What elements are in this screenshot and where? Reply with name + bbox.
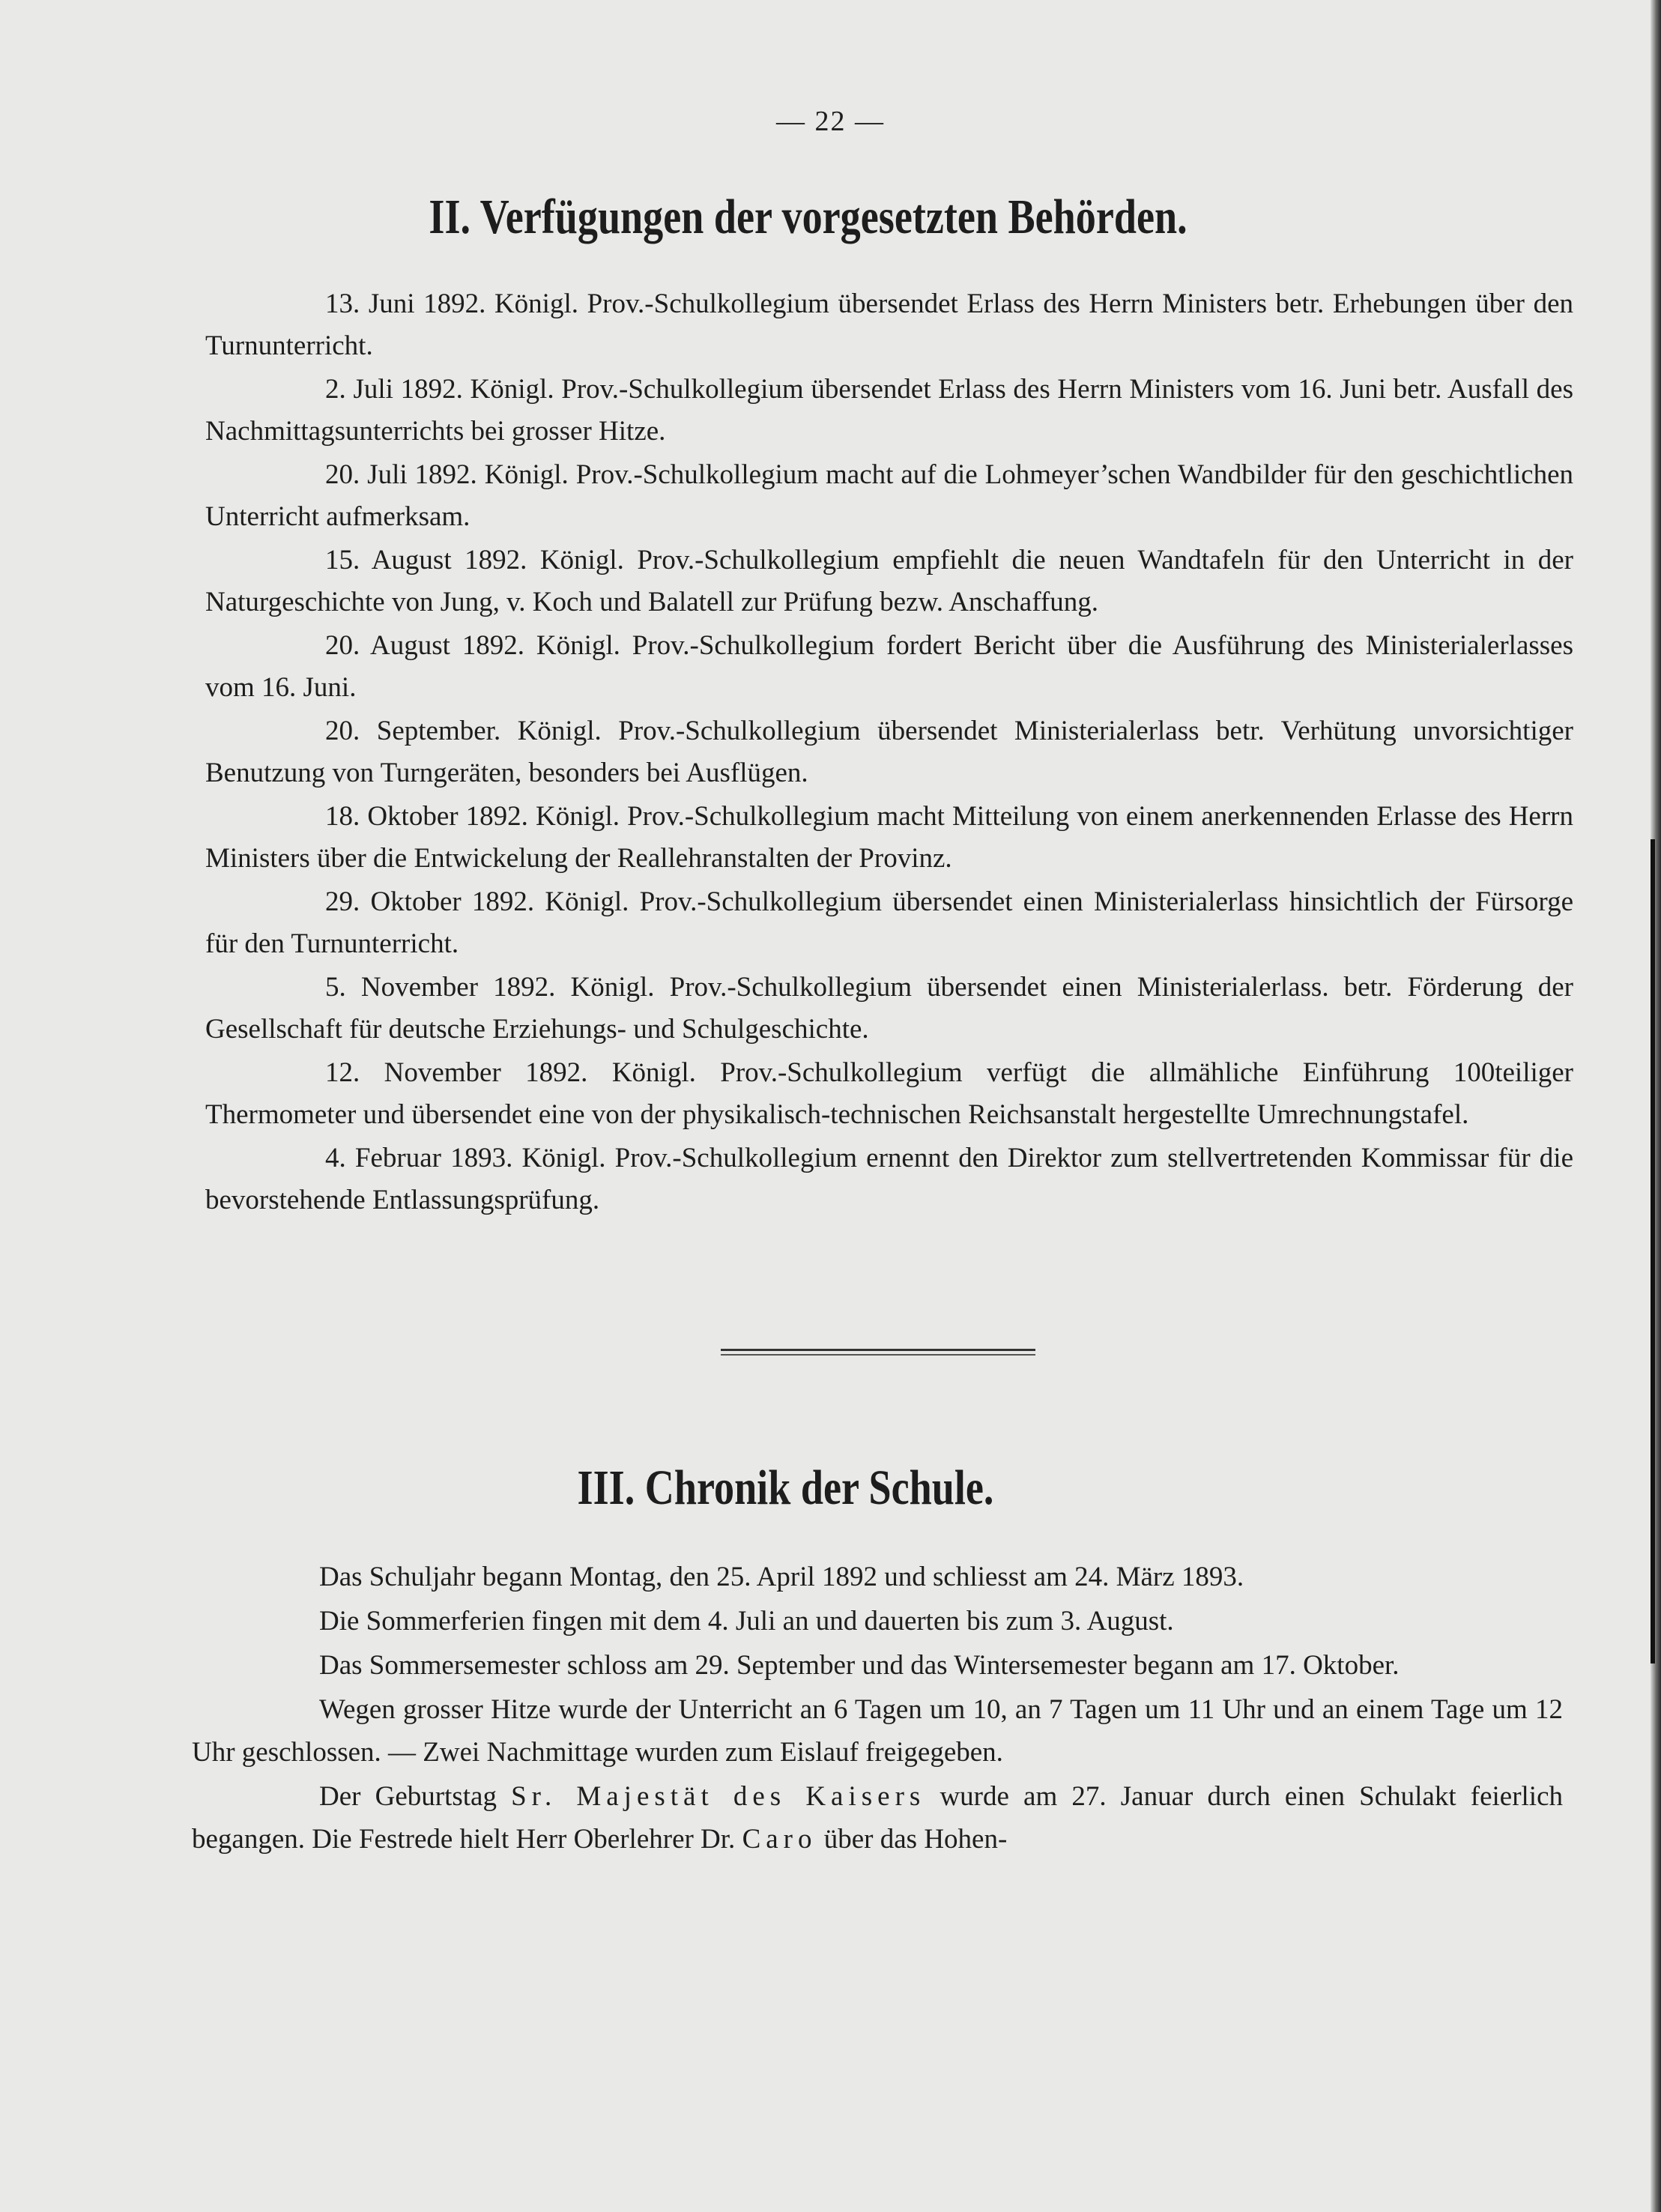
decree-entry: 15. August 1892. Königl. Prov.-Schulkollegium empfiehlt die neuen Wandtafeln für den Unterricht in der Naturgeschichte von Jung, v. Koch und Balatell zur Prüfung bezw. Anschaffung. [205, 545, 1573, 617]
decree-list [205, 283, 1573, 1223]
text-run: Der Geburtstag [319, 1781, 497, 1812]
decree-entry: 20. Juli 1892. Königl. Prov.-Schulkollegium macht auf die Lohmeyer’schen Wandbilder für den geschichtlichen Unterricht aufmerksam. [205, 459, 1573, 532]
emphasized-name: Caro [742, 1824, 817, 1855]
emphasized-text: Sr. Majestät des Kaisers [511, 1781, 926, 1812]
decree-entry: 12. November 1892. Königl. Prov.-Schulkollegium verfügt die allmähliche Einführung 100teiliger Thermometer und übersendet eine von der physikalisch-technischen Reichsanstalt hergestellte Umrechnungstafel. [205, 1057, 1573, 1130]
text-run: über das Hohen- [823, 1824, 1008, 1855]
chronik-text [192, 1556, 1563, 1862]
decree-entry: 29. Oktober 1892. Königl. Prov.-Schulkollegium übersendet einen Ministerialerlass hinsichtlich der Fürsorge für den Turnunterricht. [205, 886, 1573, 959]
decree-entry: 5. November 1892. Königl. Prov.-Schulkollegium übersendet einen Ministerialerlass. betr. Förderung der Gesellschaft für deutsche Erziehungs- und Schulgeschichte. [205, 972, 1573, 1045]
section-heading-chronik: III. Chronik der Schule. [577, 1460, 994, 1515]
chronik-paragraph: Wegen grosser Hitze wurde der Unterricht an 6 Tagen um 10, an 7 Tagen um 11 Uhr und an einem Tage um 12 Uhr geschlossen. — Zwei Nachmittage wurden zum Eislauf freigegeben. [192, 1694, 1563, 1768]
section-heading-verfuegungen: II. Verfügungen der vorgesetzten Behörden. [429, 190, 1187, 244]
section-divider-rule [721, 1349, 1035, 1356]
decree-entry: 4. Februar 1893. Königl. Prov.-Schulkollegium ernennt den Direktor zum stellvertretenden Kommissar für die bevorstehende Entlassungsprüfung. [205, 1143, 1573, 1215]
divider-line [721, 1349, 1035, 1351]
divider-line [721, 1354, 1035, 1356]
page-edge-dark-band [1651, 839, 1655, 1663]
decree-entry: 20. August 1892. Königl. Prov.-Schulkollegium fordert Bericht über die Ausführung des Ministerialerlasses vom 16. Juni. [205, 630, 1573, 703]
decree-entry: 2. Juli 1892. Königl. Prov.-Schulkollegium übersendet Erlass des Herrn Ministers vom 16. Juni betr. Ausfall des Nachmittagsunterrichts bei grosser Hitze. [205, 374, 1573, 447]
chronik-paragraph: Die Sommerferien fingen mit dem 4. Juli an und dauerten bis zum 3. August. [319, 1606, 1174, 1637]
decree-entry: 20. September. Königl. Prov.-Schulkollegium übersendet Ministerialerlass betr. Verhütung unvorsichtiger Benutzung von Turngeräten, besonders bei Ausflügen. [205, 716, 1573, 788]
chronik-paragraph-kaisers-geburtstag [192, 1775, 1563, 1861]
text-run: wurde am 27. Januar durch einen Schulakt feierlich begangen. Die Festrede hielt Herr Oberlehrer Dr. [192, 1781, 1564, 1855]
page-number: — 22 — [776, 106, 885, 137]
chronik-paragraph: Das Sommersemester schloss am 29. September und das Wintersemester begann am 17. Oktober. [319, 1650, 1400, 1681]
decree-entry: 18. Oktober 1892. Königl. Prov.-Schulkollegium macht Mitteilung von einem anerkennenden Erlasse des Herrn Ministers über die Entwickelung der Reallehranstalten der Provinz. [205, 801, 1573, 874]
chronik-paragraph: Das Schuljahr begann Montag, den 25. April 1892 und schliesst am 24. März 1893. [319, 1562, 1244, 1592]
decree-entry: 13. Juni 1892. Königl. Prov.-Schulkollegium übersendet Erlass des Herrn Ministers betr. Erhebungen über den Turnunterricht. [205, 288, 1573, 361]
